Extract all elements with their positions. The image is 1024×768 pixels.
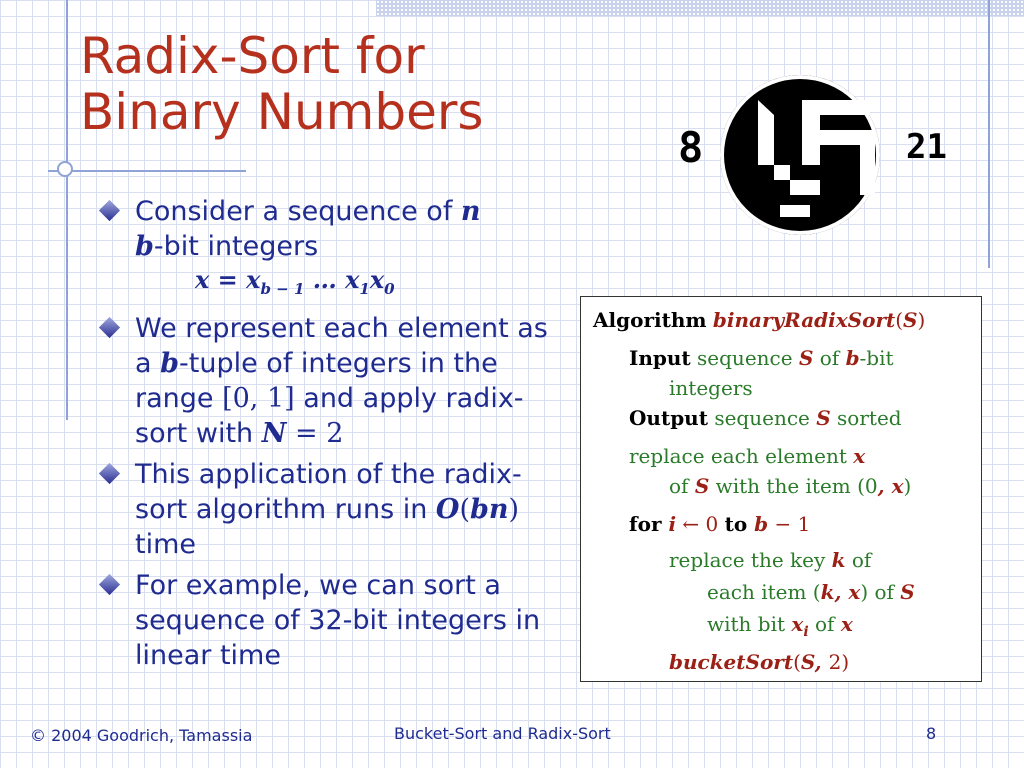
algo-header: Algorithm binaryRadixSort(S) <box>593 308 926 332</box>
equals-two: = 2 <box>286 417 344 449</box>
var-b: b <box>135 231 154 262</box>
title-line-2: Binary Numbers <box>80 83 484 141</box>
bullet-2-text-3: and apply radix-sort with <box>135 382 524 449</box>
bullet-2-text: We represent each element as a <box>135 312 548 379</box>
algo-item: each item (k, x) of S <box>707 580 915 604</box>
bullet-diamond-icon <box>99 317 120 338</box>
var-b: b <box>160 347 180 379</box>
footer-title: Bucket-Sort and Radix-Sort <box>394 724 611 743</box>
algo-bucketsort: bucketSort(S, 2) <box>669 650 850 674</box>
page-number: 8 <box>926 724 937 743</box>
slide-title <box>80 28 483 140</box>
formula-dots: … x <box>304 265 360 294</box>
emblem-left-glyph: 8 <box>678 123 704 172</box>
var-n: n <box>460 196 481 227</box>
algo-bit: with bit $x_i$ of x <box>707 612 853 640</box>
range: [0, 1] <box>222 382 295 414</box>
var-N: N <box>261 417 287 449</box>
formula-sub-2: 1 <box>359 279 370 298</box>
bullet-diamond-icon <box>99 463 120 484</box>
emblem-right-glyph: 21 <box>906 127 947 167</box>
title-underline <box>48 170 246 172</box>
title-line-1: Radix-Sort for <box>80 27 425 85</box>
bullet-2-text-2: -tuple of integers in the range <box>135 347 498 414</box>
algo-input: Input sequence S of b-bit <box>629 346 894 370</box>
algo-key: replace the key k of <box>669 548 872 572</box>
var-bn: bn <box>470 493 509 525</box>
radix-sort-emblem <box>670 70 970 240</box>
algorithm-box <box>580 296 982 682</box>
bullet-list <box>100 194 570 679</box>
right-decoration-line <box>988 0 990 268</box>
formula-sub-3: 0 <box>384 279 395 298</box>
algo-output: Output sequence S sorted <box>629 406 902 430</box>
bullet-4 <box>100 568 570 673</box>
decoration-ring <box>57 161 73 177</box>
formula-sub-1: b − 1 <box>260 279 305 298</box>
bullet-1-text-2: -bit integers <box>153 231 319 262</box>
bullet-diamond-icon <box>99 200 120 221</box>
paren-open: ( <box>459 493 470 525</box>
formula <box>135 264 570 305</box>
bullet-2 <box>100 311 570 451</box>
bullet-3 <box>100 457 570 562</box>
algo-for: for i ← 0 to b − 1 <box>629 512 811 536</box>
algo-input-cont: integers <box>669 376 753 400</box>
algo-replace-cont: of S with the item (0, x) <box>669 474 912 498</box>
bullet-3-text-2: time <box>135 528 197 560</box>
left-decoration-line <box>66 0 68 420</box>
formula-x: x <box>369 265 385 294</box>
bullet-1-text: Consider a sequence of <box>135 196 461 227</box>
top-decoration-band <box>376 0 1024 16</box>
var-O: O <box>435 493 460 525</box>
emblem-bar <box>780 205 810 217</box>
bullet-4-text: For example, we can sort a sequence of 32-bit integers in linear time <box>135 569 541 671</box>
bullet-diamond-icon <box>99 574 120 595</box>
paren-close: ) <box>508 493 520 525</box>
formula-lhs: x = x <box>195 265 261 294</box>
algo-replace: replace each element x <box>629 444 866 468</box>
bullet-3-text: This application of the radix-sort algorithm runs in <box>135 458 522 525</box>
bullet-1 <box>100 194 570 305</box>
footer-copyright: © 2004 Goodrich, Tamassia <box>30 726 253 745</box>
